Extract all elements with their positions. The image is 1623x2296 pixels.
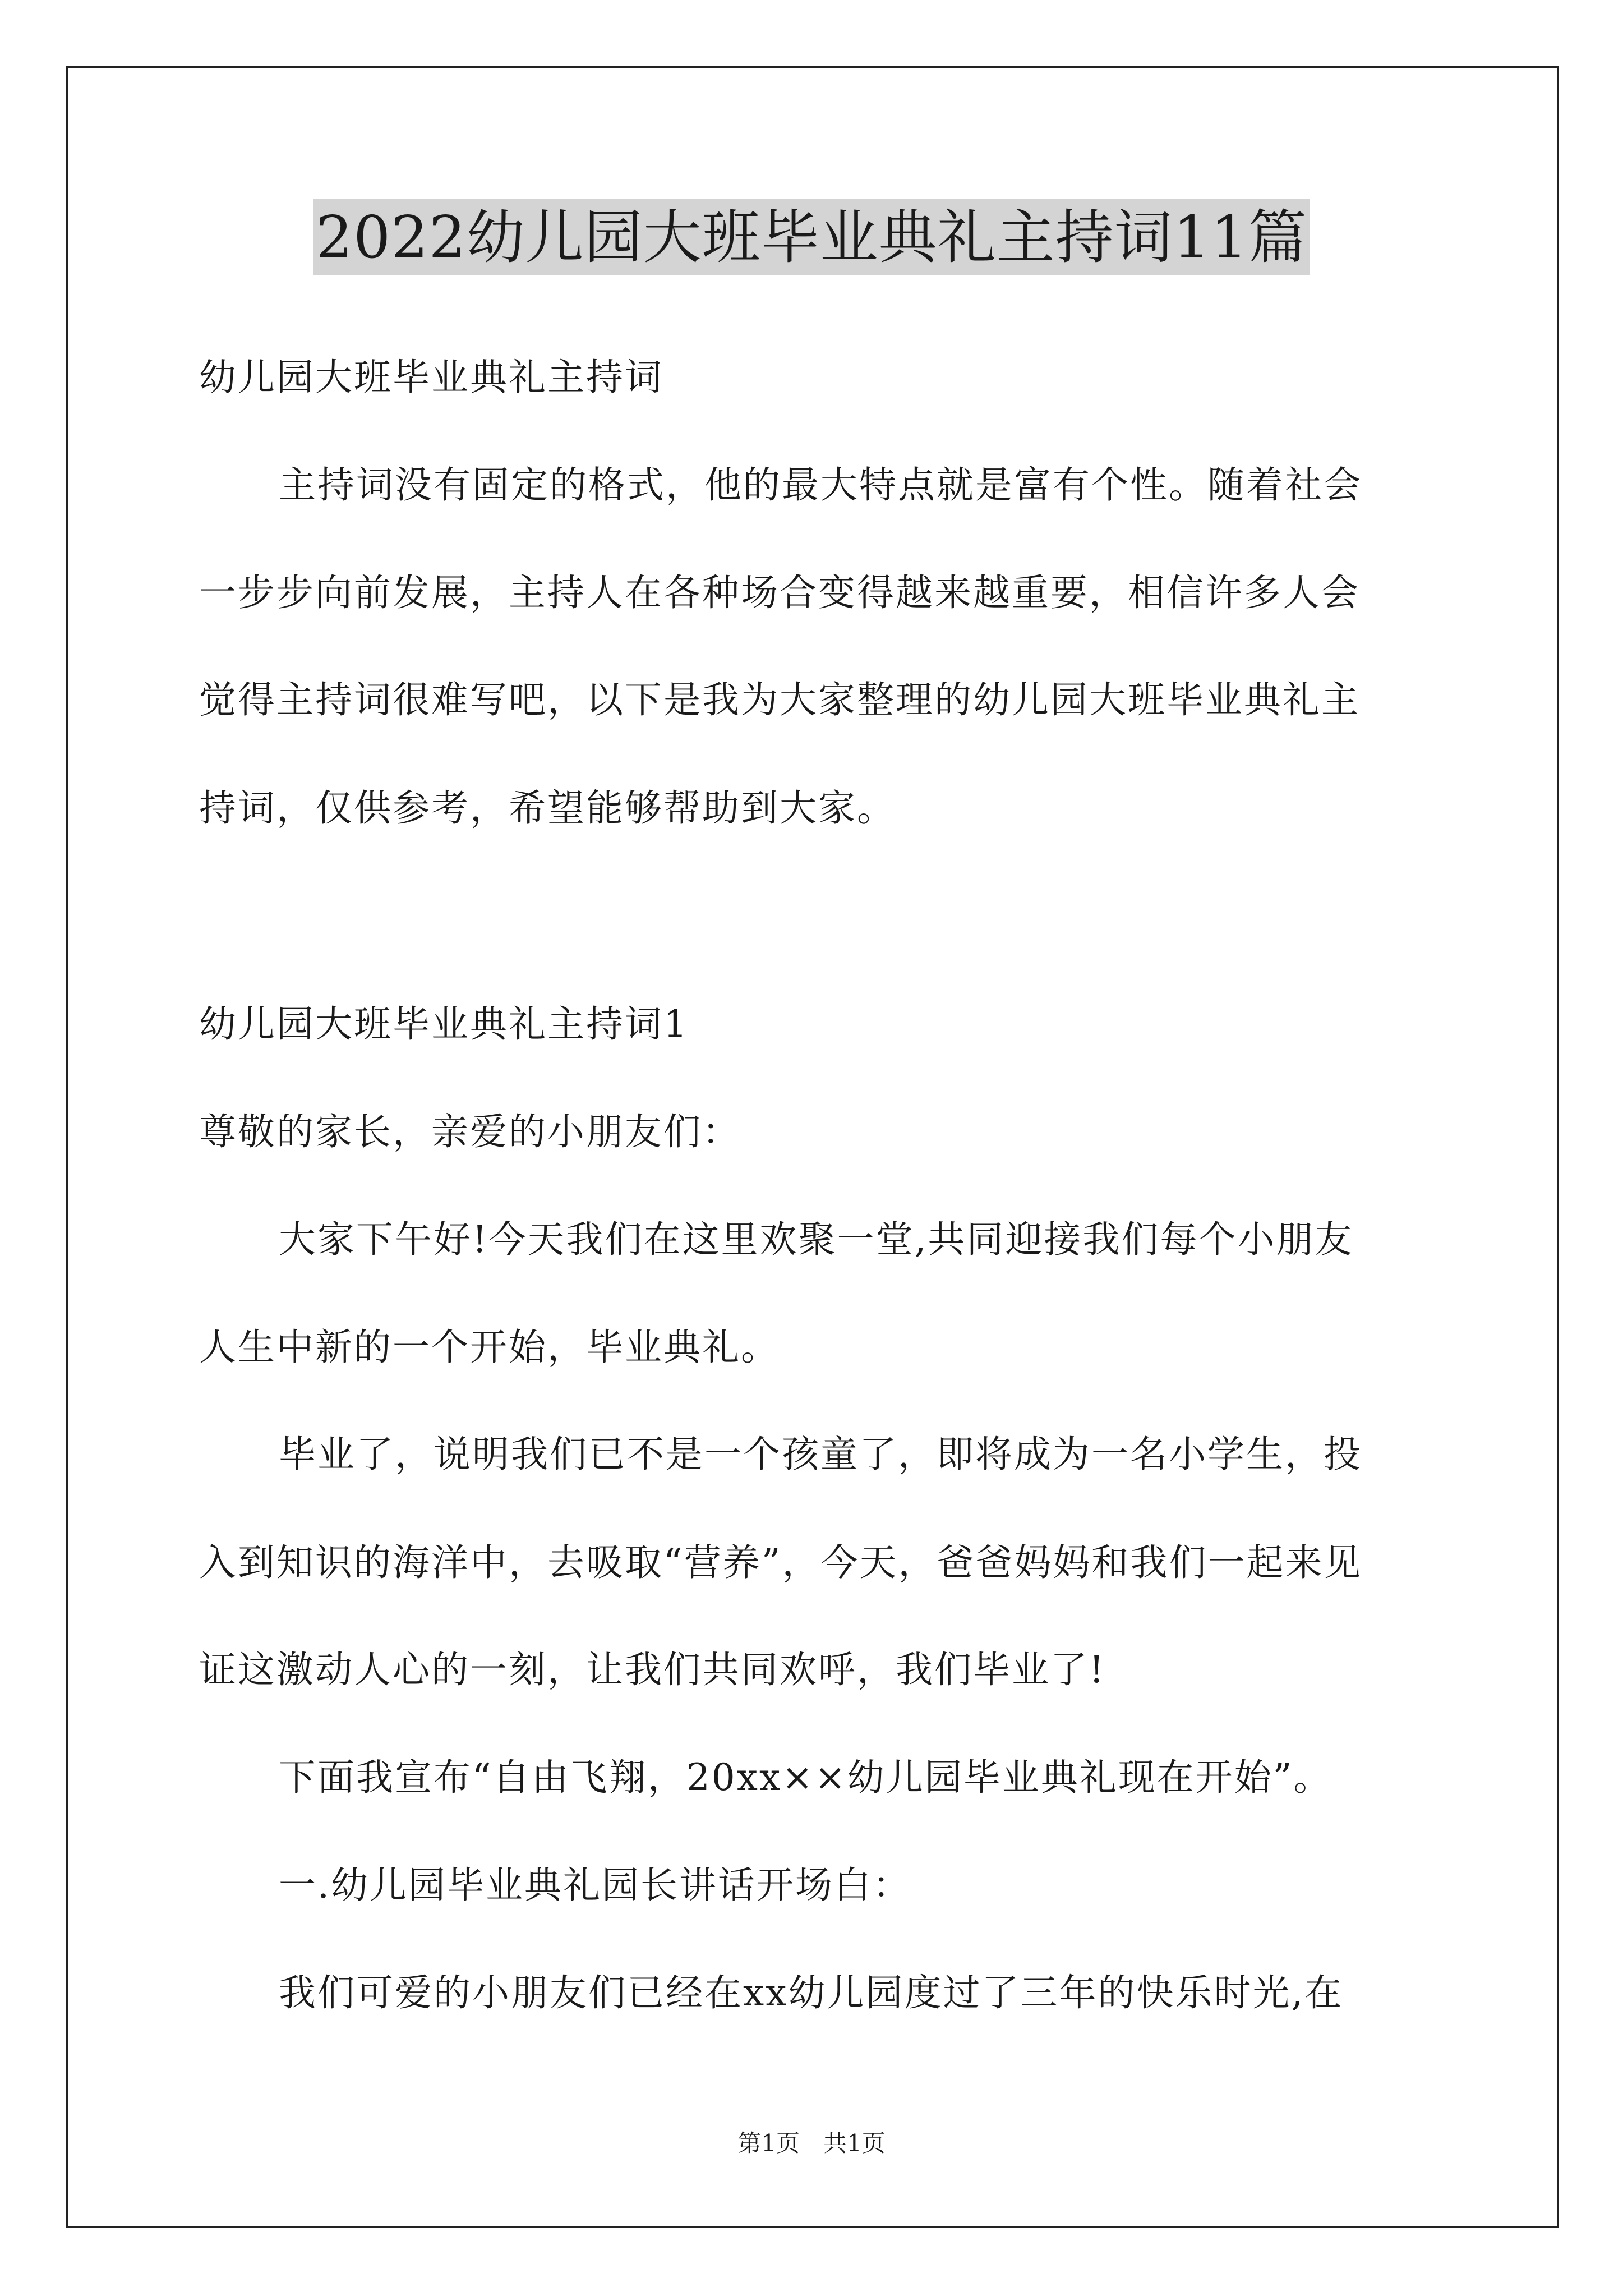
body-line-3: 毕业了，说明我们已不是一个孩童了，即将成为一名小学生，投 <box>279 1433 1362 1476</box>
intro-line-4: 持词，仅供参考，希望能够帮助到大家。 <box>199 786 896 830</box>
salutation: 尊敬的家长，亲爱的小朋友们： <box>199 1110 741 1153</box>
title-container <box>0 199 1623 275</box>
intro-line-2: 一步步向前发展，主持人在各种场合变得越来越重要，相信许多人会 <box>199 571 1360 614</box>
body-line-8: 我们可爱的小朋友们已经在xx幼儿园度过了三年的快乐时光,在 <box>279 1971 1344 2014</box>
body-line-5: 证这激动人心的一刻，让我们共同欢呼，我们毕业了! <box>199 1648 1106 1691</box>
section-heading: 幼儿园大班毕业典礼主持词 <box>199 356 663 399</box>
intro-line-3: 觉得主持词很难写吧，以下是我为大家整理的幼儿园大班毕业典礼主 <box>199 678 1360 721</box>
page-footer: 第1页 共1页 <box>737 2129 886 2157</box>
body-line-7: 一.幼儿园毕业典礼园长讲话开场白： <box>279 1864 911 1907</box>
document-title: 2022幼儿园大班毕业典礼主持词11篇 <box>313 199 1310 275</box>
subsection-heading-1: 幼儿园大班毕业典礼主持词1 <box>199 1002 689 1046</box>
body-line-6: 下面我宣布“自由飞翔，20xx××幼儿园毕业典礼现在开始”。 <box>279 1756 1332 1799</box>
body-line-1: 大家下午好!今天我们在这里欢聚一堂,共同迎接我们每个小朋友 <box>279 1218 1354 1261</box>
body-line-4: 入到知识的海洋中，去吸取“营养”，今天，爸爸妈妈和我们一起来见 <box>199 1541 1363 1584</box>
intro-line-1: 主持词没有固定的格式，他的最大特点就是富有个性。随着社会 <box>279 463 1362 507</box>
body-line-2: 人生中新的一个开始，毕业典礼。 <box>199 1326 780 1369</box>
